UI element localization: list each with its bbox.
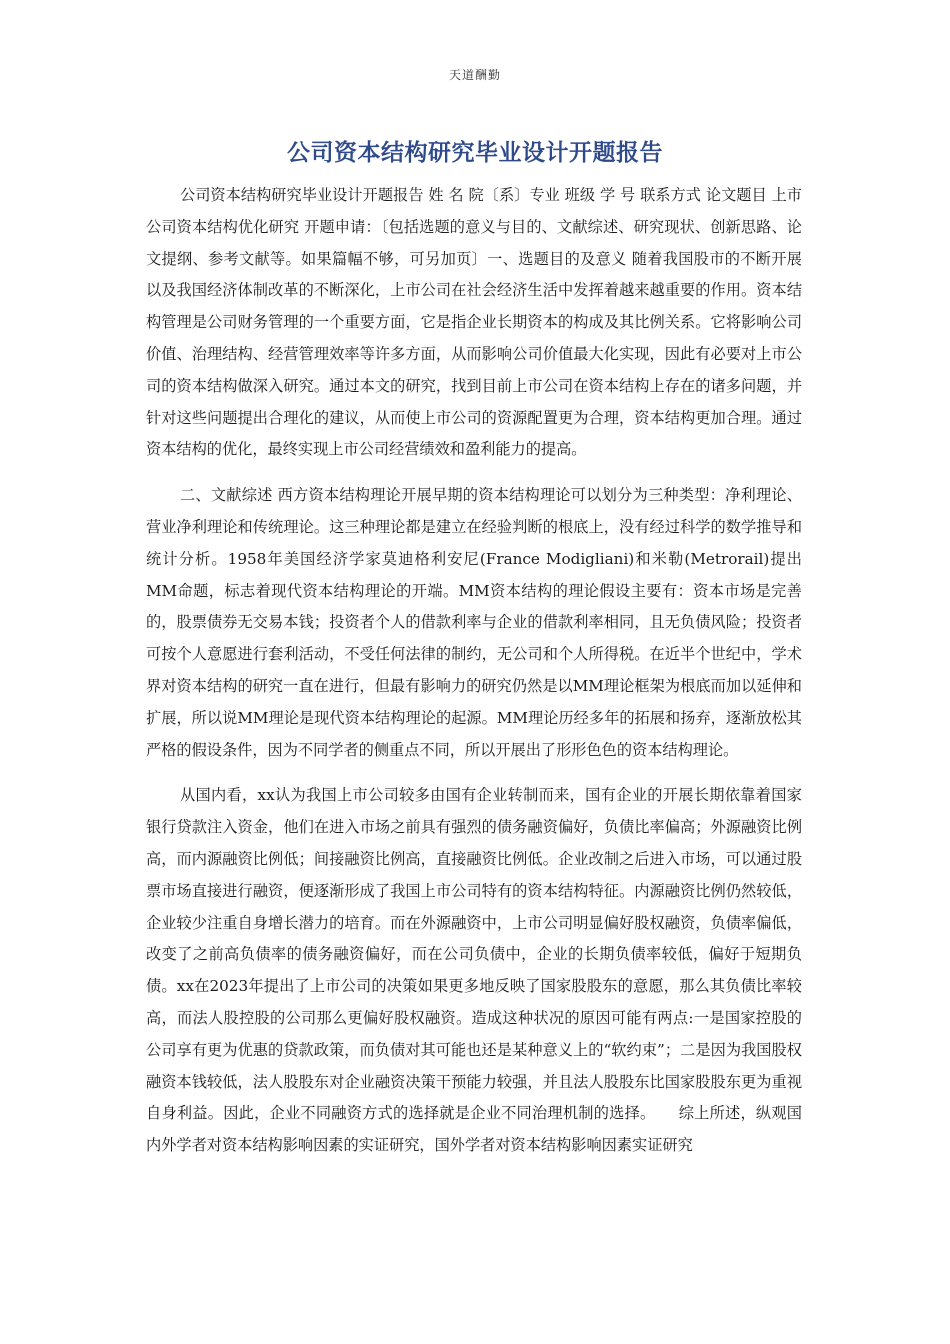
paragraph-introduction: 公司资本结构研究毕业设计开题报告 姓 名 院〔系〕专业 班级 学 号 联系方式 论文题目 上市公司资本结构优化研究 开题申请：〔包括选题的意义与目的、文献综述、研究现状、创新思路、论文提纲、参考文献等。如果篇幅不够，可另加页〕一、选题目的及意义 随着我国股市的不断开展以及我国经济体制改革的不断深化，上市公司在社会经济生活中发挥着越来越重要的作用。资本结构管理是公司财务管理的一个重要方面，它是指企业长期资本的构成及其比例关系。它将影响公司价值、治理结构、经营管理效率等许多方面，从而影响公司价值最大化实现，因此有必要对上市公司的资本结构做深入研究。通过本文的研究，找到目前上市公司在资本结构上存在的诸多问题，并针对这些问题提出合理化的建议，从而使上市公司的资源配置更为合理，资本结构更加合理。通过资本结构的优化，最终实现上市公司经营绩效和盈利能力的提高。 (146, 186, 802, 459)
paragraph-domestic-research: 从国内看，xx认为我国上市公司较多由国有企业转制而来，国有企业的开展长期依靠着国家银行贷款注入资金，他们在进入市场之前具有强烈的债务融资偏好，负债比率偏高；外源融资比例高，而内源融资比例低；间接融资比例高，直接融资比例低。企业改制之后进入市场，可以通过股票市场直接进行融资，便逐渐形成了我国上市公司特有的资本结构特征。内源融资比例仍然较低，企业较少注重自身增长潜力的培育。而在外源融资中，上市公司明显偏好股权融资，负债率偏低，改变了之前高负债率的债务融资偏好，而在公司负债中，企业的长期负债率较低，偏好于短期负债。xx在2023年提出了上市公司的决策如果更多地反映了国家股股东的意愿，那么其负债比率较高，而法人股控股的公司那么更偏好股权融资。造成这种状况的原因可能有两点:一是国家控股的公司享有更为优惠的贷款政策，而负债对其可能也还是某种意义上的“软约束”；二是因为我国股权融资本钱较低，法人股股东对企业融资决策干预能力较强，并且法人股股东比国家股股东更为重视自身利益。因此，企业不同融资方式的选择就是企业不同治理机制的选择。 综上所述，纵观国内外学者对资本结构影响因素的实证研究，国外学者对资本结构影响因素实证研究 (146, 786, 802, 1155)
document-body (146, 180, 802, 1176)
paragraph-literature-review: 二、文献综述 西方资本结构理论开展早期的资本结构理论可以划分为三种类型：净利理论、营业净利理论和传统理论。这三种理论都是建立在经验判断的根底上，没有经过科学的数学推导和统计分析。1958年美国经济学家莫迪格利安尼(France Modigliani)和米勒(Metrorail)提出MM命题，标志着现代资本结构理论的开端。MM资本结构的理论假设主要有：资本市场是完善的，股票债券无交易本钱；投资者个人的借款利率与企业的借款利率相同，且无负债风险；投资者可按个人意愿进行套利活动，不受任何法律的制约，无公司和个人所得税。在近半个世纪中，学术界对资本结构的研究一直在进行，但最有影响力的研究仍然是以MM理论框架为根底而加以延伸和扩展，所以说MM理论是现代资本结构理论的起源。MM理论历经多年的拓展和扬弃，逐渐放松其严格的假设条件，因为不同学者的侧重点不同，所以开展出了形形色色的资本结构理论。 (146, 486, 802, 759)
document-title: 公司资本结构研究毕业设计开题报告 (287, 140, 663, 166)
page-header: 天道酬勤 (448, 68, 501, 82)
